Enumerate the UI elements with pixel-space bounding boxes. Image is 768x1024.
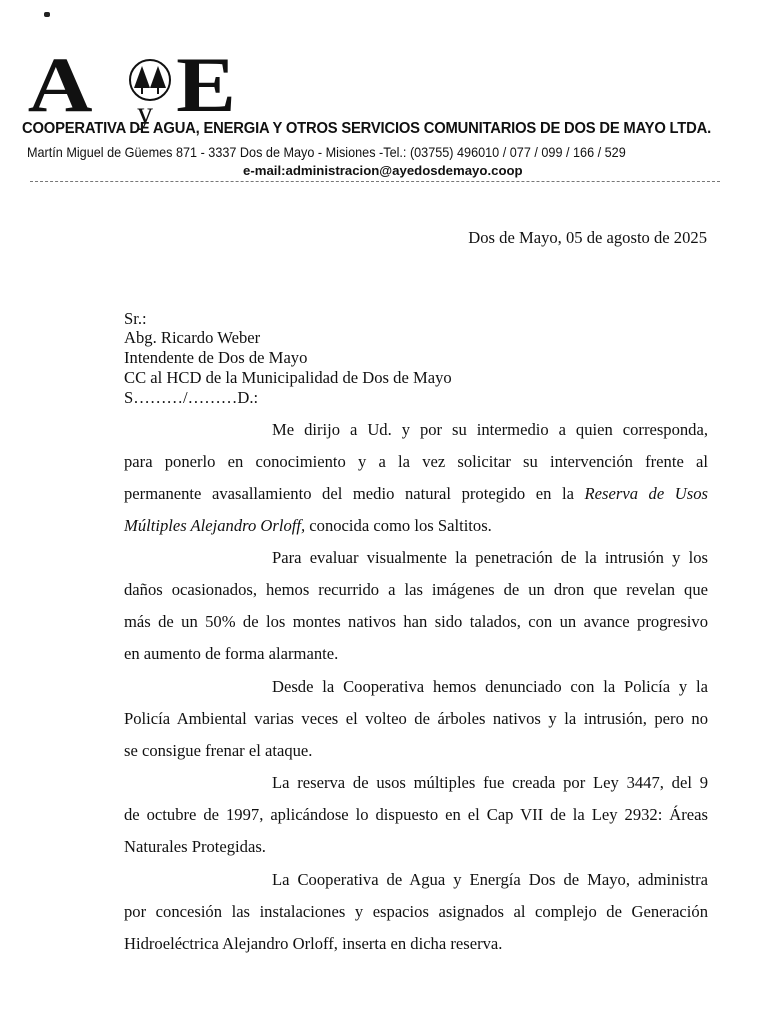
- paragraph-line: para ponerlo en conocimiento y a la vez solicitar su intervención frente al: [124, 452, 708, 471]
- logo-letter-a: A: [27, 41, 93, 128]
- paragraph-line: más de un 50% de los montes nativos han sido talados, con un avance progresivo: [124, 612, 708, 631]
- text-segment: permanente avasallamiento del medio natural protegido en la: [124, 484, 585, 503]
- paragraph-line: [124, 516, 708, 536]
- paragraph-line: en aumento de forma alarmante.: [124, 644, 339, 663]
- paragraph-line: Para evaluar visualmente la penetración de la intrusión y los: [272, 548, 708, 567]
- scan-speck: [44, 12, 50, 17]
- reserve-name-italic: Múltiples Alejandro Orloff,: [124, 516, 306, 535]
- organization-address: Martín Miguel de Güemes 871 - 3337 Dos de Mayo - Misiones -Tel.: (03755) 496010 / 077 / 099 / 166 / 529: [27, 145, 626, 160]
- paragraph-line: [124, 484, 708, 504]
- paragraph-line: Me dirijo a Ud. y por su intermedio a quien corresponda,: [272, 420, 708, 439]
- organization-email: e-mail:administracion@ayedosdemayo.coop: [243, 163, 523, 178]
- logo-letter-y: y: [137, 94, 153, 130]
- paragraph-line: se consigue frenar el ataque.: [124, 741, 313, 760]
- recipient-line: S………/………D.:: [124, 388, 259, 407]
- paragraph-line: de octubre de 1997, aplicándose lo dispuesto en el Cap VII de la Ley 2932: Áreas: [124, 805, 708, 824]
- reserve-name-italic: Reserva de Usos: [584, 484, 708, 503]
- recipient-line: CC al HCD de la Municipalidad de Dos de Mayo: [124, 368, 452, 387]
- paragraph-line: Policía Ambiental varias veces el volteo de árboles nativos y la intrusión, pero no: [124, 709, 708, 728]
- paragraph-line: por concesión las instalaciones y espacios asignados al complejo de Generación: [124, 902, 708, 921]
- company-logo: [20, 30, 240, 130]
- text-segment: conocida como los Saltitos.: [305, 516, 492, 535]
- paragraph-line: daños ocasionados, hemos recurrido a las imágenes de un dron que revelan que: [124, 580, 708, 599]
- paragraph-line: Hidroeléctrica Alejandro Orloff, inserta en dicha reserva.: [124, 934, 503, 953]
- recipient-line: Abg. Ricardo Weber: [124, 328, 261, 347]
- letter-date: Dos de Mayo, 05 de agosto de 2025: [468, 228, 707, 247]
- recipient-line: Intendente de Dos de Mayo: [124, 348, 308, 367]
- paragraph-line: La Cooperativa de Agua y Energía Dos de Mayo, administra: [272, 870, 708, 889]
- paragraph-line: Desde la Cooperativa hemos denunciado con la Policía y la: [272, 677, 708, 696]
- header-divider: [30, 181, 720, 182]
- recipient-line: Sr.:: [124, 309, 147, 328]
- organization-name: COOPERATIVA DE AGUA, ENERGIA Y OTROS SERVICIOS COMUNITARIOS DE DOS DE MAYO LTDA.: [22, 120, 711, 137]
- paragraph-line: La reserva de usos múltiples fue creada por Ley 3447, del 9: [272, 773, 708, 792]
- paragraph-line: Naturales Protegidas.: [124, 837, 266, 856]
- logo-letter-e: E: [176, 41, 236, 128]
